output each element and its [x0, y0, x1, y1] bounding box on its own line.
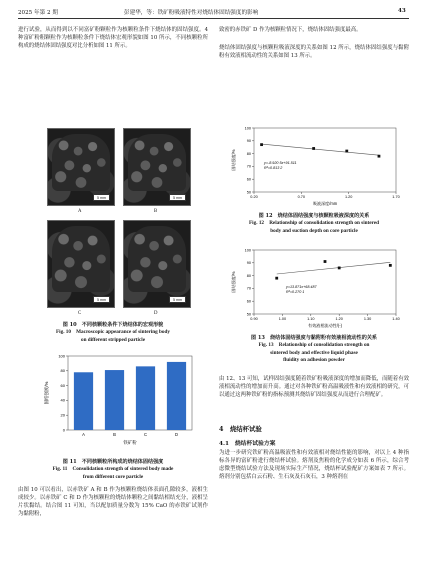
y-tick-label: 0 — [62, 427, 65, 433]
fig10-label-b: B — [154, 209, 158, 214]
x-tick-label: 1.40 — [392, 317, 400, 321]
x-tick-label: D — [174, 432, 179, 437]
x-tick-label: 1.70 — [392, 195, 400, 199]
fig11-bar-chart — [40, 350, 200, 452]
left-para-bottom: 由图 10 可以看出，以赤铁矿 A 和 B 作为核颗粒烧结体表面孔隙较多，液相生成较少。以赤铁矿 C 和 D 作为核颗粒的烧结体颗粒之间黏结相结充分，液相呈片状黏结。结合图 11 可知，当以配加质量分数为 15% CaO 的赤铁矿试剂作为黏附粉， — [18, 487, 208, 518]
data-point — [338, 267, 341, 270]
left-para-top: 进行试验，从而得到以不同富矿粉颗粒作为核颗粒条件下烧结体的固结强度。4 种富矿粉粗颗粒作为核颗粒条件下烧结体宏观形貌如图 10 所示，不同核颗粒所构成的烧结体固结强度对比分析如图 11 所示。 — [18, 27, 208, 50]
x-tick-label: 0.90 — [250, 317, 258, 321]
right-para-2: 烧结体固结强度与核颗粒吸液深度的关系如图 12 所示，烧结体固结强度与黏附粉有效液相流动性的关系如图 13 所示。 — [219, 45, 409, 60]
fig12-scatter-chart — [228, 124, 403, 210]
fig13-caption-en-3: fluidity on adhesion powder — [283, 357, 345, 364]
scale-bar: 5 mm — [169, 194, 186, 201]
x-tick-label: A — [82, 432, 85, 437]
y-tick-label: 50 — [246, 312, 251, 317]
y-tick-label: 80 — [246, 273, 251, 278]
bar-c — [136, 366, 155, 430]
x-tick-label: 0.70 — [297, 195, 306, 199]
y-tick-label: 60 — [246, 299, 251, 304]
scale-bar: 5 mm — [93, 296, 110, 303]
fig10-photo-a — [47, 128, 115, 206]
journal-issue: 2025 年第 2 期 — [18, 10, 58, 16]
right-para-3: 由 12、13 可知，试样固结强度随着铁矿粉吸液深度的增加而降低，而随着有效液相流动性的增加而升高。通过对各种铁矿粉高温吸液性和有效液相的研究，可以通过这两种铁矿粉的指标预测其烧结矿固结强度从而进行合理配矿。 — [219, 376, 409, 399]
data-point — [275, 277, 278, 280]
x-axis-label: 铁矿粉 — [123, 440, 137, 445]
y-tick-label: 100 — [58, 353, 65, 359]
fig12-caption-en-2: body and suction depth on core particle — [270, 227, 358, 234]
right-para-1: 致密的赤铁矿 D 作为核颗粒情况下，烧结体固结强度最高。 — [219, 27, 362, 33]
y-tick-label: 60 — [60, 382, 65, 388]
fig12-caption-en-1: Fig. 12 Relationship of consolidation strength on sintered — [249, 220, 379, 227]
page-number: 43 — [398, 8, 406, 14]
data-point — [378, 155, 381, 158]
y-tick-label: 60 — [246, 177, 251, 182]
data-point — [312, 147, 315, 150]
data-point — [260, 143, 263, 146]
data-point — [324, 260, 327, 263]
section-title: 4 烧结杯试验 — [219, 425, 262, 433]
x-tick-label: 1.30 — [363, 317, 372, 321]
y-tick-label: 100 — [244, 248, 251, 253]
fig10-label-c: C — [78, 311, 82, 316]
x-tick-label: 1.20 — [335, 317, 343, 321]
fig11-caption-en-2: from different core particle — [82, 473, 144, 480]
fig10-label-a: A — [78, 209, 82, 214]
y-tick-label: 100 — [244, 126, 251, 131]
subsection-title: 4.1 烧结杯试验方案 — [219, 441, 276, 447]
fit-line — [262, 144, 379, 155]
y-tick-label: 90 — [246, 139, 251, 144]
y-tick-label: 80 — [60, 368, 65, 374]
x-tick-label: B — [113, 432, 116, 437]
fig10-caption-zh: 图 10 不同核颗粒条件下烧结体的宏观形貌 — [62, 322, 164, 328]
y-axis-label: 固结强度/% — [231, 271, 236, 293]
fig11-caption-zh: 图 11 不同核颗粒所构成的烧结体固结强度 — [62, 459, 164, 465]
y-axis-label: 固结强度/% — [231, 149, 236, 171]
fit-r-squared: R²=0.813 2 — [264, 166, 283, 170]
y-tick-label: 50 — [246, 190, 251, 195]
x-tick-label: 0.20 — [250, 195, 258, 199]
bar-a — [74, 372, 93, 430]
fig13-caption-zh: 图 13 烧结体固结强度与黏附粉有效液相流动性的关系 — [250, 335, 378, 341]
fig10-caption-en-2: on different stripped particle — [80, 336, 146, 343]
bar-d — [167, 362, 186, 430]
fig10-photo-d — [123, 220, 191, 308]
y-tick-label: 90 — [246, 261, 251, 266]
fig12-caption-zh: 图 12 烧结体固结强度与核颗粒吸液深度的关系 — [258, 213, 370, 219]
y-tick-label: 80 — [246, 151, 251, 156]
fig10-photo-b — [123, 128, 191, 206]
x-tick-label: 1.00 — [278, 317, 287, 321]
y-tick-label: 70 — [246, 286, 251, 291]
scale-bar: 5 mm — [169, 296, 186, 303]
data-point — [345, 150, 348, 153]
plot-frame — [254, 250, 396, 314]
fig13-caption — [219, 335, 409, 365]
y-tick-label: 20 — [60, 412, 65, 418]
y-tick-label: 40 — [60, 397, 65, 403]
fit-equation: y=13.871x+68.487 — [286, 285, 317, 289]
x-tick-label: C — [143, 432, 148, 437]
fit-equation: y=-8.920 5x+91.511 — [264, 161, 297, 165]
fit-r-squared: R²=0.270 1 — [286, 290, 305, 294]
x-tick-label: 1.10 — [307, 317, 315, 321]
x-axis-label: 吸液深度/mm — [312, 201, 338, 206]
fit-line — [277, 262, 391, 274]
data-point — [389, 264, 392, 267]
fig13-caption-en-2: sintered body and effective liquid phase — [270, 349, 358, 356]
fig12-caption — [219, 213, 409, 235]
x-tick-label: 1.20 — [344, 195, 353, 199]
fig11-caption-en-1: Fig. 11 Consolidation strength of sintered body made — [52, 466, 174, 473]
fig10-label-d: D — [154, 311, 158, 316]
scale-bar: 5 mm — [93, 194, 110, 201]
fig11-caption — [18, 459, 208, 481]
bar-b — [105, 370, 124, 430]
header-rule — [18, 18, 409, 19]
y-tick-label: 70 — [246, 164, 251, 169]
fig10-photo-c — [47, 220, 115, 308]
fig13-scatter-chart — [228, 246, 403, 332]
running-title: 彭建华，等：铁矿粉吸液特性对烧结体固结强度的影响 — [124, 10, 259, 16]
fig10-caption — [18, 322, 208, 344]
fig10-caption-en-1: Fig. 10 Macroscopic appearance of sintering body — [55, 329, 171, 336]
right-para-4: 为进一步研究铁矿粉高温吸液性和有效液相对烧结性能的影响，对以上 4 种指标各异的富矿粉进行烧结杯试验。熔剂及焦粉的化学成分如表 6 所示，综合考虑微型烧结试验方法及现场实际生产情况，烧结杯试验配矿方案如表 7 所示。熔剂分别包括白云石粉、生石灰及石灰石，3 种熔剂在 — [219, 450, 409, 481]
fig13-caption-en-1: Fig. 13 Relationship of consolidation strength on — [258, 342, 370, 349]
x-axis-label: 有效液相流动性/(-) — [308, 323, 342, 328]
y-axis-label: 固结强度/% — [44, 381, 49, 405]
plot-frame — [254, 128, 396, 192]
